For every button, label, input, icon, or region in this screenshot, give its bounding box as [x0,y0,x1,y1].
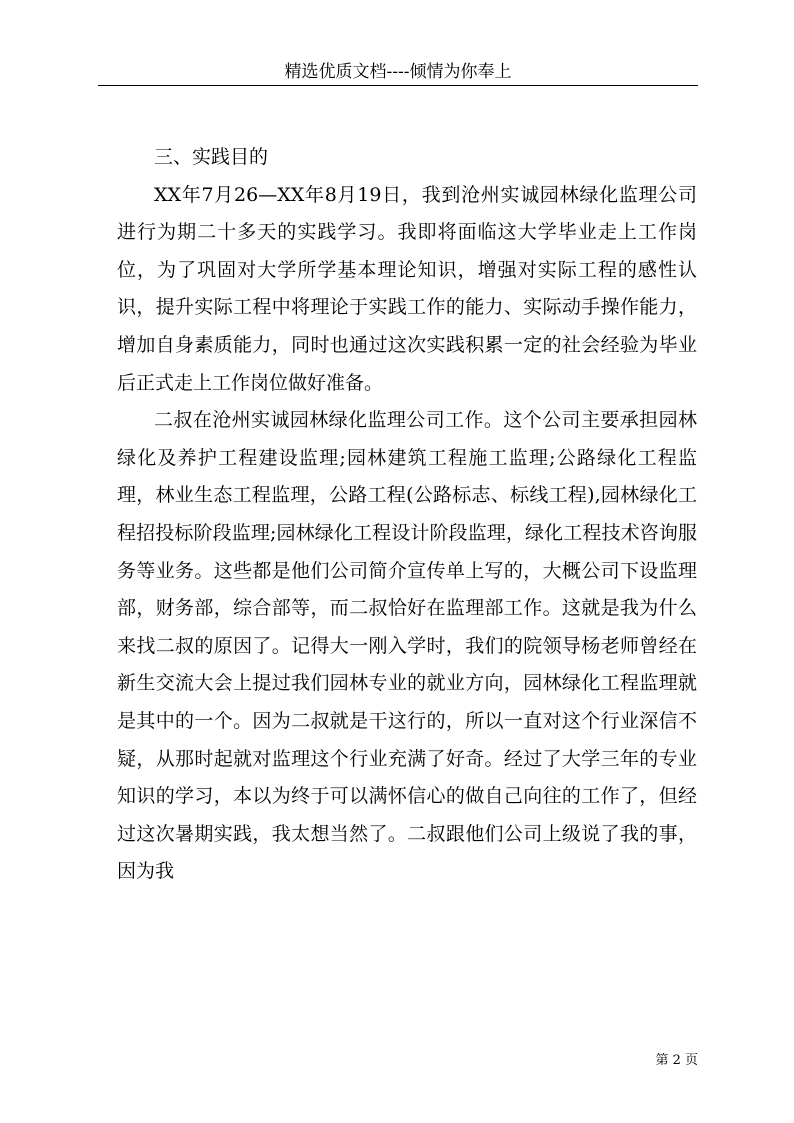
page-number: 第 2 页 [655,1053,698,1068]
paragraph-1: XX年7月26—XX年8月19日，我到沧州实诚园林绿化监理公司进行为期二十多天的实践学习。我即将面临这大学毕业走上工作岗位，为了巩固对大学所学基本理论知识，增强对实际工程的感性认识，提升实际工程中将理论于实践工作的能力、实际动手操作能力，增加自身素质能力，同时也通过这次实践积累一定的社会经验为毕业后正式走上工作岗位做好准备。 [117,183,697,394]
page-header: 精选优质文档----倾情为你奉上 [284,62,512,82]
paragraph-2: 二叔在沧州实诚园林绿化监理公司工作。这个公司主要承担园林绿化及养护工程建设监理;园林建筑工程施工监理;公路绿化工程监理，林业生态工程监理，公路工程(公路标志、标线工程),园林绿化工程招投标阶段监理;园林绿化工程设计阶段监理，绿化工程技术咨询服务等业务。这些都是他们公司简介宣传单上写的，大概公司下设监理部，财务部，综合部等，而二叔恰好在监理部工作。这就是我为什么来找二叔的原因了。记得大一刚入学时，我们的院领导杨老师曾经在新生交流大会上提过我们园林专业的就业方向，园林绿化工程监理就是其中的一个。因为二叔就是干这行的，所以一直对这个行业深信不疑，从那时起就对监理这个行业充满了好奇。经过了大学三年的专业知识的学习，本以为终于可以满怀信心的做自己向往的工作了，但经过这次暑期实践，我太想当然了。二叔跟他们公司上级说了我的事，因为我 [117,409,697,883]
header-divider [98,85,698,86]
section-heading: 三、实践目的 [154,146,269,168]
document-body [117,139,697,891]
